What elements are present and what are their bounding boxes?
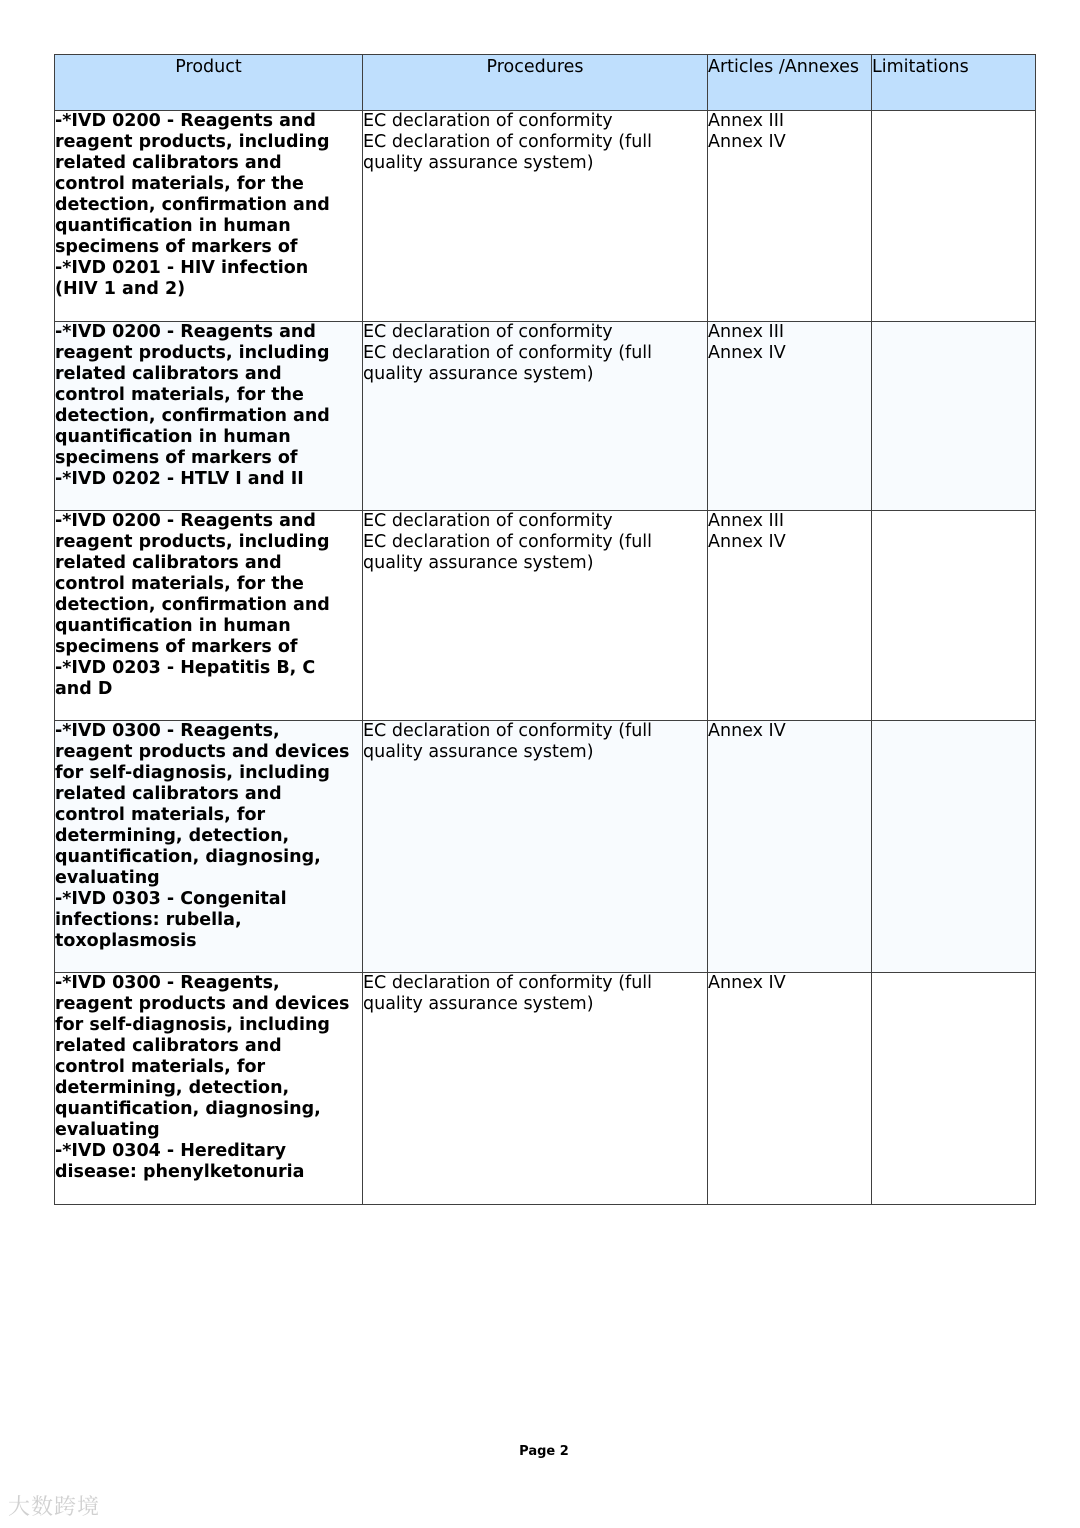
limitations-cell <box>872 511 1036 721</box>
procedures-cell: EC declaration of conformity EC declaration of conformity (full quality assurance system) <box>363 111 708 322</box>
page-number: Page 2 <box>519 1444 569 1459</box>
articles-cell: Annex III Annex IV <box>708 511 872 721</box>
table-row <box>55 721 1036 973</box>
articles-cell: Annex III Annex IV <box>708 322 872 511</box>
procedures-cell: EC declaration of conformity EC declaration of conformity (full quality assurance system) <box>363 322 708 511</box>
header-product: Product <box>55 55 363 111</box>
limitations-cell <box>872 721 1036 973</box>
table-row <box>55 511 1036 721</box>
product-cell: -*IVD 0200 - Reagents and reagent products, including related calibrators and control materials, for the detection, confirmation and quantification in human specimens of markers of -*IVD 0201 - HIV infection (HIV 1 and 2) <box>55 111 363 322</box>
table-row <box>55 322 1036 511</box>
product-cell: -*IVD 0300 - Reagents, reagent products and devices for self-diagnosis, including related calibrators and control materials, for determining, detection, quantification, diagnosing, evaluating -*IVD 0304 - Hereditary disease: phenylketonuria <box>55 973 363 1205</box>
limitations-cell <box>872 322 1036 511</box>
articles-cell: Annex III Annex IV <box>708 111 872 322</box>
procedures-cell: EC declaration of conformity (full quality assurance system) <box>363 973 708 1205</box>
procedures-cell: EC declaration of conformity (full quality assurance system) <box>363 721 708 973</box>
product-cell: -*IVD 0200 - Reagents and reagent products, including related calibrators and control materials, for the detection, confirmation and quantification in human specimens of markers of -*IVD 0202 - HTLV I and II <box>55 322 363 511</box>
conformity-table <box>54 54 1036 1205</box>
articles-cell: Annex IV <box>708 973 872 1205</box>
procedures-cell: EC declaration of conformity EC declaration of conformity (full quality assurance system) <box>363 511 708 721</box>
limitations-cell <box>872 111 1036 322</box>
header-procedures: Procedures <box>363 55 708 111</box>
table-header-row <box>55 55 1036 111</box>
articles-cell: Annex IV <box>708 721 872 973</box>
header-articles-annexes: Articles /Annexes <box>708 55 872 111</box>
product-cell: -*IVD 0300 - Reagents, reagent products and devices for self-diagnosis, including related calibrators and control materials, for determining, detection, quantification, diagnosing, evaluating -*IVD 0303 - Congenital infections: rubella, toxoplasmosis <box>55 721 363 973</box>
watermark-logo: 大数跨境 <box>8 1495 101 1520</box>
header-limitations: Limitations <box>872 55 1036 111</box>
table-row <box>55 111 1036 322</box>
limitations-cell <box>872 973 1036 1205</box>
table-row <box>55 973 1036 1205</box>
product-cell: -*IVD 0200 - Reagents and reagent products, including related calibrators and control materials, for the detection, confirmation and quantification in human specimens of markers of -*IVD 0203 - Hepatitis B, C and D <box>55 511 363 721</box>
